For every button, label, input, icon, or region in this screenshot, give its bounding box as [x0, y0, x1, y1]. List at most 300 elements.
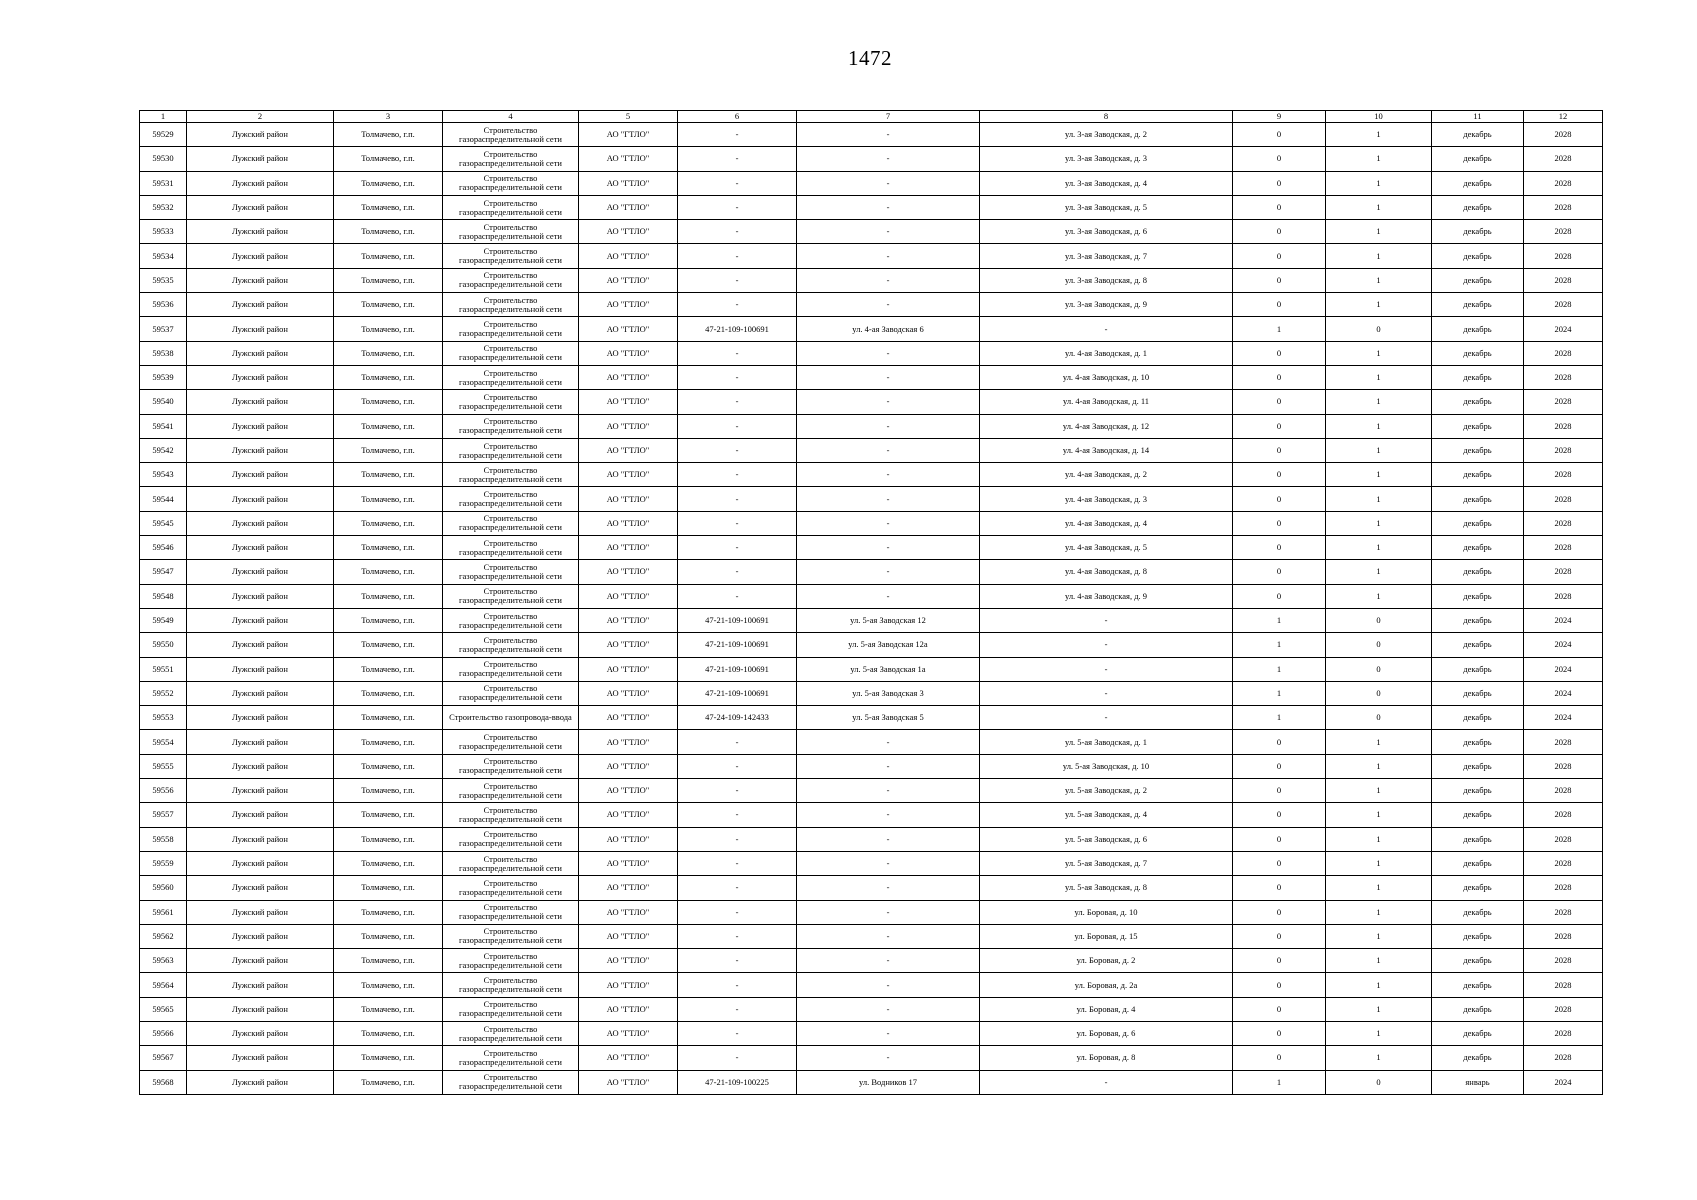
column-number-row: [140, 111, 1603, 123]
cell-object-address: ул. Водников 17: [797, 1070, 980, 1094]
cell-construction-address: ул. 5-ая Заводская, д. 2: [980, 779, 1233, 803]
cell-year: 2028: [1524, 123, 1603, 147]
cell-construction-address: ул. Боровая, д. 2: [980, 949, 1233, 973]
cell-district: Лужский район: [187, 560, 334, 584]
cell-month: декабрь: [1432, 317, 1524, 341]
table-row: [140, 414, 1603, 438]
cell-object-address: -: [797, 414, 980, 438]
cell-year: 2028: [1524, 511, 1603, 535]
cell-request-number: -: [678, 1046, 797, 1070]
cell-year: 2024: [1524, 706, 1603, 730]
cell-object-address: -: [797, 803, 980, 827]
cell-existing-flag: 0: [1233, 949, 1326, 973]
cell-organization: АО "ГТЛО": [579, 171, 678, 195]
cell-object-address: -: [797, 293, 980, 317]
cell-request-number: -: [678, 463, 797, 487]
cell-planned-flag: 1: [1326, 390, 1432, 414]
cell-construction-address: ул. 3-ая Заводская, д. 5: [980, 195, 1233, 219]
cell-record-id: 59537: [140, 317, 187, 341]
cell-record-id: 59533: [140, 220, 187, 244]
cell-construction-address: -: [980, 633, 1233, 657]
cell-existing-flag: 1: [1233, 633, 1326, 657]
cell-request-number: 47-24-109-142433: [678, 706, 797, 730]
cell-year: 2028: [1524, 365, 1603, 389]
cell-settlement: Толмачево, г.п.: [334, 827, 443, 851]
cell-district: Лужский район: [187, 268, 334, 292]
cell-construction-address: ул. 5-ая Заводская, д. 1: [980, 730, 1233, 754]
cell-object-address: -: [797, 341, 980, 365]
cell-work-type: Строительство газораспределительной сети: [443, 584, 579, 608]
cell-district: Лужский район: [187, 511, 334, 535]
cell-year: 2028: [1524, 779, 1603, 803]
cell-work-type: Строительство газораспределительной сети: [443, 779, 579, 803]
table-row: [140, 1070, 1603, 1094]
cell-construction-address: ул. 3-ая Заводская, д. 4: [980, 171, 1233, 195]
cell-work-type: Строительство газораспределительной сети: [443, 973, 579, 997]
cell-record-id: 59551: [140, 657, 187, 681]
cell-record-id: 59531: [140, 171, 187, 195]
cell-planned-flag: 1: [1326, 487, 1432, 511]
cell-object-address: -: [797, 949, 980, 973]
cell-year: 2024: [1524, 608, 1603, 632]
table-row: [140, 171, 1603, 195]
cell-settlement: Толмачево, г.п.: [334, 536, 443, 560]
cell-existing-flag: 1: [1233, 706, 1326, 730]
cell-work-type: Строительство газораспределительной сети: [443, 1046, 579, 1070]
cell-district: Лужский район: [187, 220, 334, 244]
cell-settlement: Толмачево, г.п.: [334, 244, 443, 268]
table-row: [140, 730, 1603, 754]
cell-record-id: 59548: [140, 584, 187, 608]
cell-settlement: Толмачево, г.п.: [334, 730, 443, 754]
cell-record-id: 59559: [140, 851, 187, 875]
cell-month: декабрь: [1432, 827, 1524, 851]
table-row: [140, 608, 1603, 632]
cell-settlement: Толмачево, г.п.: [334, 949, 443, 973]
cell-settlement: Толмачево, г.п.: [334, 463, 443, 487]
cell-year: 2028: [1524, 244, 1603, 268]
cell-organization: АО "ГТЛО": [579, 633, 678, 657]
cell-district: Лужский район: [187, 341, 334, 365]
cell-organization: АО "ГТЛО": [579, 924, 678, 948]
cell-existing-flag: 0: [1233, 973, 1326, 997]
table-row: [140, 851, 1603, 875]
cell-planned-flag: 1: [1326, 779, 1432, 803]
cell-request-number: 47-21-109-100691: [678, 317, 797, 341]
cell-construction-address: ул. 4-ая Заводская, д. 1: [980, 341, 1233, 365]
cell-month: декабрь: [1432, 997, 1524, 1021]
cell-planned-flag: 1: [1326, 560, 1432, 584]
cell-work-type: Строительство газораспределительной сети: [443, 754, 579, 778]
cell-planned-flag: 1: [1326, 147, 1432, 171]
cell-construction-address: -: [980, 1070, 1233, 1094]
cell-year: 2024: [1524, 681, 1603, 705]
cell-settlement: Толмачево, г.п.: [334, 924, 443, 948]
cell-existing-flag: 0: [1233, 365, 1326, 389]
cell-district: Лужский район: [187, 657, 334, 681]
cell-construction-address: ул. 4-ая Заводская, д. 12: [980, 414, 1233, 438]
cell-request-number: -: [678, 220, 797, 244]
cell-organization: АО "ГТЛО": [579, 317, 678, 341]
cell-request-number: -: [678, 390, 797, 414]
cell-existing-flag: 0: [1233, 487, 1326, 511]
cell-district: Лужский район: [187, 924, 334, 948]
cell-year: 2028: [1524, 438, 1603, 462]
cell-settlement: Толмачево, г.п.: [334, 584, 443, 608]
cell-year: 2028: [1524, 949, 1603, 973]
cell-existing-flag: 0: [1233, 1021, 1326, 1045]
cell-record-id: 59542: [140, 438, 187, 462]
cell-year: 2028: [1524, 730, 1603, 754]
cell-construction-address: ул. 4-ая Заводская, д. 10: [980, 365, 1233, 389]
cell-record-id: 59529: [140, 123, 187, 147]
cell-planned-flag: 1: [1326, 973, 1432, 997]
cell-record-id: 59560: [140, 876, 187, 900]
cell-existing-flag: 0: [1233, 171, 1326, 195]
cell-work-type: Строительство газопровода-ввода: [443, 706, 579, 730]
cell-record-id: 59532: [140, 195, 187, 219]
cell-district: Лужский район: [187, 123, 334, 147]
cell-request-number: -: [678, 487, 797, 511]
cell-organization: АО "ГТЛО": [579, 220, 678, 244]
cell-request-number: -: [678, 949, 797, 973]
table-row: [140, 293, 1603, 317]
cell-month: декабрь: [1432, 754, 1524, 778]
cell-district: Лужский район: [187, 365, 334, 389]
cell-work-type: Строительство газораспределительной сети: [443, 851, 579, 875]
cell-settlement: Толмачево, г.п.: [334, 317, 443, 341]
cell-planned-flag: 1: [1326, 438, 1432, 462]
cell-month: декабрь: [1432, 438, 1524, 462]
cell-year: 2028: [1524, 463, 1603, 487]
cell-work-type: Строительство газораспределительной сети: [443, 220, 579, 244]
cell-record-id: 59543: [140, 463, 187, 487]
cell-month: декабрь: [1432, 803, 1524, 827]
cell-request-number: -: [678, 147, 797, 171]
cell-request-number: -: [678, 1021, 797, 1045]
cell-existing-flag: 0: [1233, 268, 1326, 292]
cell-settlement: Толмачево, г.п.: [334, 195, 443, 219]
cell-year: 2028: [1524, 851, 1603, 875]
table-row: [140, 633, 1603, 657]
cell-month: декабрь: [1432, 414, 1524, 438]
cell-month: декабрь: [1432, 608, 1524, 632]
cell-existing-flag: 1: [1233, 608, 1326, 632]
cell-month: декабрь: [1432, 147, 1524, 171]
cell-object-address: ул. 5-ая Заводская 12: [797, 608, 980, 632]
cell-request-number: -: [678, 997, 797, 1021]
cell-record-id: 59566: [140, 1021, 187, 1045]
cell-district: Лужский район: [187, 949, 334, 973]
cell-settlement: Толмачево, г.п.: [334, 123, 443, 147]
cell-object-address: -: [797, 584, 980, 608]
cell-existing-flag: 0: [1233, 997, 1326, 1021]
cell-district: Лужский район: [187, 463, 334, 487]
cell-work-type: Строительство газораспределительной сети: [443, 268, 579, 292]
cell-existing-flag: 0: [1233, 560, 1326, 584]
cell-settlement: Толмачево, г.п.: [334, 681, 443, 705]
cell-month: декабрь: [1432, 876, 1524, 900]
cell-existing-flag: 0: [1233, 754, 1326, 778]
cell-settlement: Толмачево, г.п.: [334, 147, 443, 171]
cell-work-type: Строительство газораспределительной сети: [443, 681, 579, 705]
cell-year: 2028: [1524, 997, 1603, 1021]
cell-organization: АО "ГТЛО": [579, 900, 678, 924]
cell-month: декабрь: [1432, 341, 1524, 365]
cell-existing-flag: 0: [1233, 293, 1326, 317]
cell-request-number: -: [678, 730, 797, 754]
cell-record-id: 59562: [140, 924, 187, 948]
cell-month: январь: [1432, 1070, 1524, 1094]
cell-construction-address: ул. 4-ая Заводская, д. 5: [980, 536, 1233, 560]
table-row: [140, 803, 1603, 827]
cell-construction-address: ул. Боровая, д. 15: [980, 924, 1233, 948]
cell-month: декабрь: [1432, 487, 1524, 511]
cell-district: Лужский район: [187, 900, 334, 924]
cell-record-id: 59556: [140, 779, 187, 803]
cell-month: декабрь: [1432, 171, 1524, 195]
cell-record-id: 59538: [140, 341, 187, 365]
cell-request-number: 47-21-109-100225: [678, 1070, 797, 1094]
cell-request-number: -: [678, 584, 797, 608]
cell-month: декабрь: [1432, 536, 1524, 560]
cell-month: декабрь: [1432, 365, 1524, 389]
cell-month: декабрь: [1432, 584, 1524, 608]
cell-organization: АО "ГТЛО": [579, 584, 678, 608]
cell-planned-flag: 1: [1326, 414, 1432, 438]
cell-record-id: 59535: [140, 268, 187, 292]
cell-planned-flag: 1: [1326, 949, 1432, 973]
column-header-7: 7: [797, 111, 980, 123]
cell-planned-flag: 1: [1326, 900, 1432, 924]
cell-district: Лужский район: [187, 195, 334, 219]
cell-organization: АО "ГТЛО": [579, 123, 678, 147]
cell-work-type: Строительство газораспределительной сети: [443, 1070, 579, 1094]
cell-record-id: 59561: [140, 900, 187, 924]
cell-district: Лужский район: [187, 438, 334, 462]
cell-request-number: -: [678, 365, 797, 389]
table-row: [140, 973, 1603, 997]
cell-planned-flag: 1: [1326, 536, 1432, 560]
cell-request-number: -: [678, 876, 797, 900]
cell-year: 2028: [1524, 876, 1603, 900]
cell-settlement: Толмачево, г.п.: [334, 633, 443, 657]
cell-object-address: ул. 4-ая Заводская 6: [797, 317, 980, 341]
cell-object-address: ул. 5-ая Заводская 12а: [797, 633, 980, 657]
cell-year: 2028: [1524, 536, 1603, 560]
cell-construction-address: -: [980, 317, 1233, 341]
cell-month: декабрь: [1432, 706, 1524, 730]
table-row: [140, 924, 1603, 948]
cell-district: Лужский район: [187, 876, 334, 900]
column-header-3: 3: [334, 111, 443, 123]
cell-month: декабрь: [1432, 244, 1524, 268]
cell-work-type: Строительство газораспределительной сети: [443, 317, 579, 341]
cell-organization: АО "ГТЛО": [579, 268, 678, 292]
cell-object-address: -: [797, 924, 980, 948]
cell-object-address: -: [797, 754, 980, 778]
cell-construction-address: ул. 3-ая Заводская, д. 2: [980, 123, 1233, 147]
table-row: [140, 681, 1603, 705]
cell-construction-address: -: [980, 657, 1233, 681]
cell-organization: АО "ГТЛО": [579, 390, 678, 414]
cell-request-number: -: [678, 341, 797, 365]
cell-settlement: Толмачево, г.п.: [334, 997, 443, 1021]
cell-organization: АО "ГТЛО": [579, 463, 678, 487]
cell-existing-flag: 0: [1233, 900, 1326, 924]
cell-district: Лужский район: [187, 171, 334, 195]
cell-district: Лужский район: [187, 681, 334, 705]
cell-work-type: Строительство газораспределительной сети: [443, 487, 579, 511]
cell-district: Лужский район: [187, 1070, 334, 1094]
cell-request-number: -: [678, 511, 797, 535]
cell-planned-flag: 1: [1326, 123, 1432, 147]
cell-record-id: 59536: [140, 293, 187, 317]
cell-existing-flag: 0: [1233, 511, 1326, 535]
cell-settlement: Толмачево, г.п.: [334, 293, 443, 317]
cell-planned-flag: 0: [1326, 681, 1432, 705]
cell-work-type: Строительство газораспределительной сети: [443, 244, 579, 268]
cell-record-id: 59530: [140, 147, 187, 171]
cell-work-type: Строительство газораспределительной сети: [443, 365, 579, 389]
cell-settlement: Толмачево, г.п.: [334, 171, 443, 195]
cell-object-address: -: [797, 876, 980, 900]
cell-year: 2028: [1524, 293, 1603, 317]
cell-organization: АО "ГТЛО": [579, 487, 678, 511]
cell-year: 2028: [1524, 414, 1603, 438]
cell-planned-flag: 0: [1326, 608, 1432, 632]
cell-month: декабрь: [1432, 657, 1524, 681]
table-row: [140, 463, 1603, 487]
cell-month: декабрь: [1432, 633, 1524, 657]
cell-planned-flag: 1: [1326, 463, 1432, 487]
cell-request-number: 47-21-109-100691: [678, 681, 797, 705]
cell-record-id: 59565: [140, 997, 187, 1021]
cell-organization: АО "ГТЛО": [579, 438, 678, 462]
cell-year: 2024: [1524, 657, 1603, 681]
cell-organization: АО "ГТЛО": [579, 414, 678, 438]
table-row: [140, 560, 1603, 584]
cell-district: Лужский район: [187, 633, 334, 657]
cell-work-type: Строительство газораспределительной сети: [443, 633, 579, 657]
cell-district: Лужский район: [187, 487, 334, 511]
cell-object-address: -: [797, 268, 980, 292]
cell-work-type: Строительство газораспределительной сети: [443, 900, 579, 924]
cell-planned-flag: 0: [1326, 317, 1432, 341]
cell-organization: АО "ГТЛО": [579, 608, 678, 632]
cell-settlement: Толмачево, г.п.: [334, 657, 443, 681]
cell-settlement: Толмачево, г.п.: [334, 608, 443, 632]
cell-construction-address: ул. 3-ая Заводская, д. 3: [980, 147, 1233, 171]
cell-request-number: -: [678, 438, 797, 462]
cell-request-number: -: [678, 754, 797, 778]
cell-object-address: -: [797, 390, 980, 414]
cell-work-type: Строительство газораспределительной сети: [443, 536, 579, 560]
table-row: [140, 536, 1603, 560]
cell-settlement: Толмачево, г.п.: [334, 876, 443, 900]
cell-construction-address: ул. 3-ая Заводская, д. 6: [980, 220, 1233, 244]
cell-object-address: -: [797, 536, 980, 560]
cell-month: декабрь: [1432, 195, 1524, 219]
register-table: [139, 110, 1603, 1095]
cell-year: 2028: [1524, 560, 1603, 584]
cell-organization: АО "ГТЛО": [579, 997, 678, 1021]
cell-district: Лужский район: [187, 244, 334, 268]
cell-settlement: Толмачево, г.п.: [334, 1021, 443, 1045]
cell-existing-flag: 0: [1233, 924, 1326, 948]
cell-object-address: -: [797, 851, 980, 875]
cell-work-type: Строительство газораспределительной сети: [443, 949, 579, 973]
cell-work-type: Строительство газораспределительной сети: [443, 560, 579, 584]
table-row: [140, 900, 1603, 924]
cell-existing-flag: 0: [1233, 341, 1326, 365]
cell-work-type: Строительство газораспределительной сети: [443, 341, 579, 365]
cell-record-id: 59558: [140, 827, 187, 851]
cell-object-address: -: [797, 1021, 980, 1045]
column-header-11: 11: [1432, 111, 1524, 123]
cell-existing-flag: 0: [1233, 536, 1326, 560]
cell-existing-flag: 0: [1233, 779, 1326, 803]
cell-request-number: 47-21-109-100691: [678, 633, 797, 657]
cell-existing-flag: 0: [1233, 390, 1326, 414]
cell-object-address: -: [797, 487, 980, 511]
cell-existing-flag: 0: [1233, 851, 1326, 875]
cell-planned-flag: 1: [1326, 730, 1432, 754]
cell-month: декабрь: [1432, 268, 1524, 292]
cell-planned-flag: 1: [1326, 171, 1432, 195]
cell-year: 2028: [1524, 584, 1603, 608]
cell-organization: АО "ГТЛО": [579, 195, 678, 219]
cell-district: Лужский район: [187, 608, 334, 632]
cell-organization: АО "ГТЛО": [579, 1070, 678, 1094]
cell-record-id: 59547: [140, 560, 187, 584]
column-header-5: 5: [579, 111, 678, 123]
cell-request-number: -: [678, 536, 797, 560]
cell-settlement: Толмачево, г.п.: [334, 1046, 443, 1070]
cell-existing-flag: 0: [1233, 463, 1326, 487]
cell-request-number: -: [678, 244, 797, 268]
cell-organization: АО "ГТЛО": [579, 827, 678, 851]
cell-year: 2024: [1524, 633, 1603, 657]
cell-planned-flag: 1: [1326, 268, 1432, 292]
table-row: [140, 657, 1603, 681]
cell-year: 2028: [1524, 900, 1603, 924]
cell-object-address: -: [797, 511, 980, 535]
cell-existing-flag: 0: [1233, 730, 1326, 754]
cell-existing-flag: 0: [1233, 220, 1326, 244]
cell-organization: АО "ГТЛО": [579, 244, 678, 268]
cell-construction-address: ул. Боровая, д. 8: [980, 1046, 1233, 1070]
cell-object-address: ул. 5-ая Заводская 3: [797, 681, 980, 705]
cell-organization: АО "ГТЛО": [579, 341, 678, 365]
cell-organization: АО "ГТЛО": [579, 293, 678, 317]
cell-month: декабрь: [1432, 851, 1524, 875]
cell-settlement: Толмачево, г.п.: [334, 390, 443, 414]
table-row: [140, 341, 1603, 365]
cell-month: декабрь: [1432, 1021, 1524, 1045]
cell-request-number: -: [678, 195, 797, 219]
cell-year: 2028: [1524, 268, 1603, 292]
cell-request-number: 47-21-109-100691: [678, 657, 797, 681]
cell-existing-flag: 0: [1233, 195, 1326, 219]
cell-planned-flag: 1: [1326, 244, 1432, 268]
cell-year: 2028: [1524, 220, 1603, 244]
cell-object-address: ул. 5-ая Заводская 1а: [797, 657, 980, 681]
cell-settlement: Толмачево, г.п.: [334, 365, 443, 389]
cell-request-number: -: [678, 803, 797, 827]
cell-construction-address: ул. 4-ая Заводская, д. 4: [980, 511, 1233, 535]
column-header-12: 12: [1524, 111, 1603, 123]
